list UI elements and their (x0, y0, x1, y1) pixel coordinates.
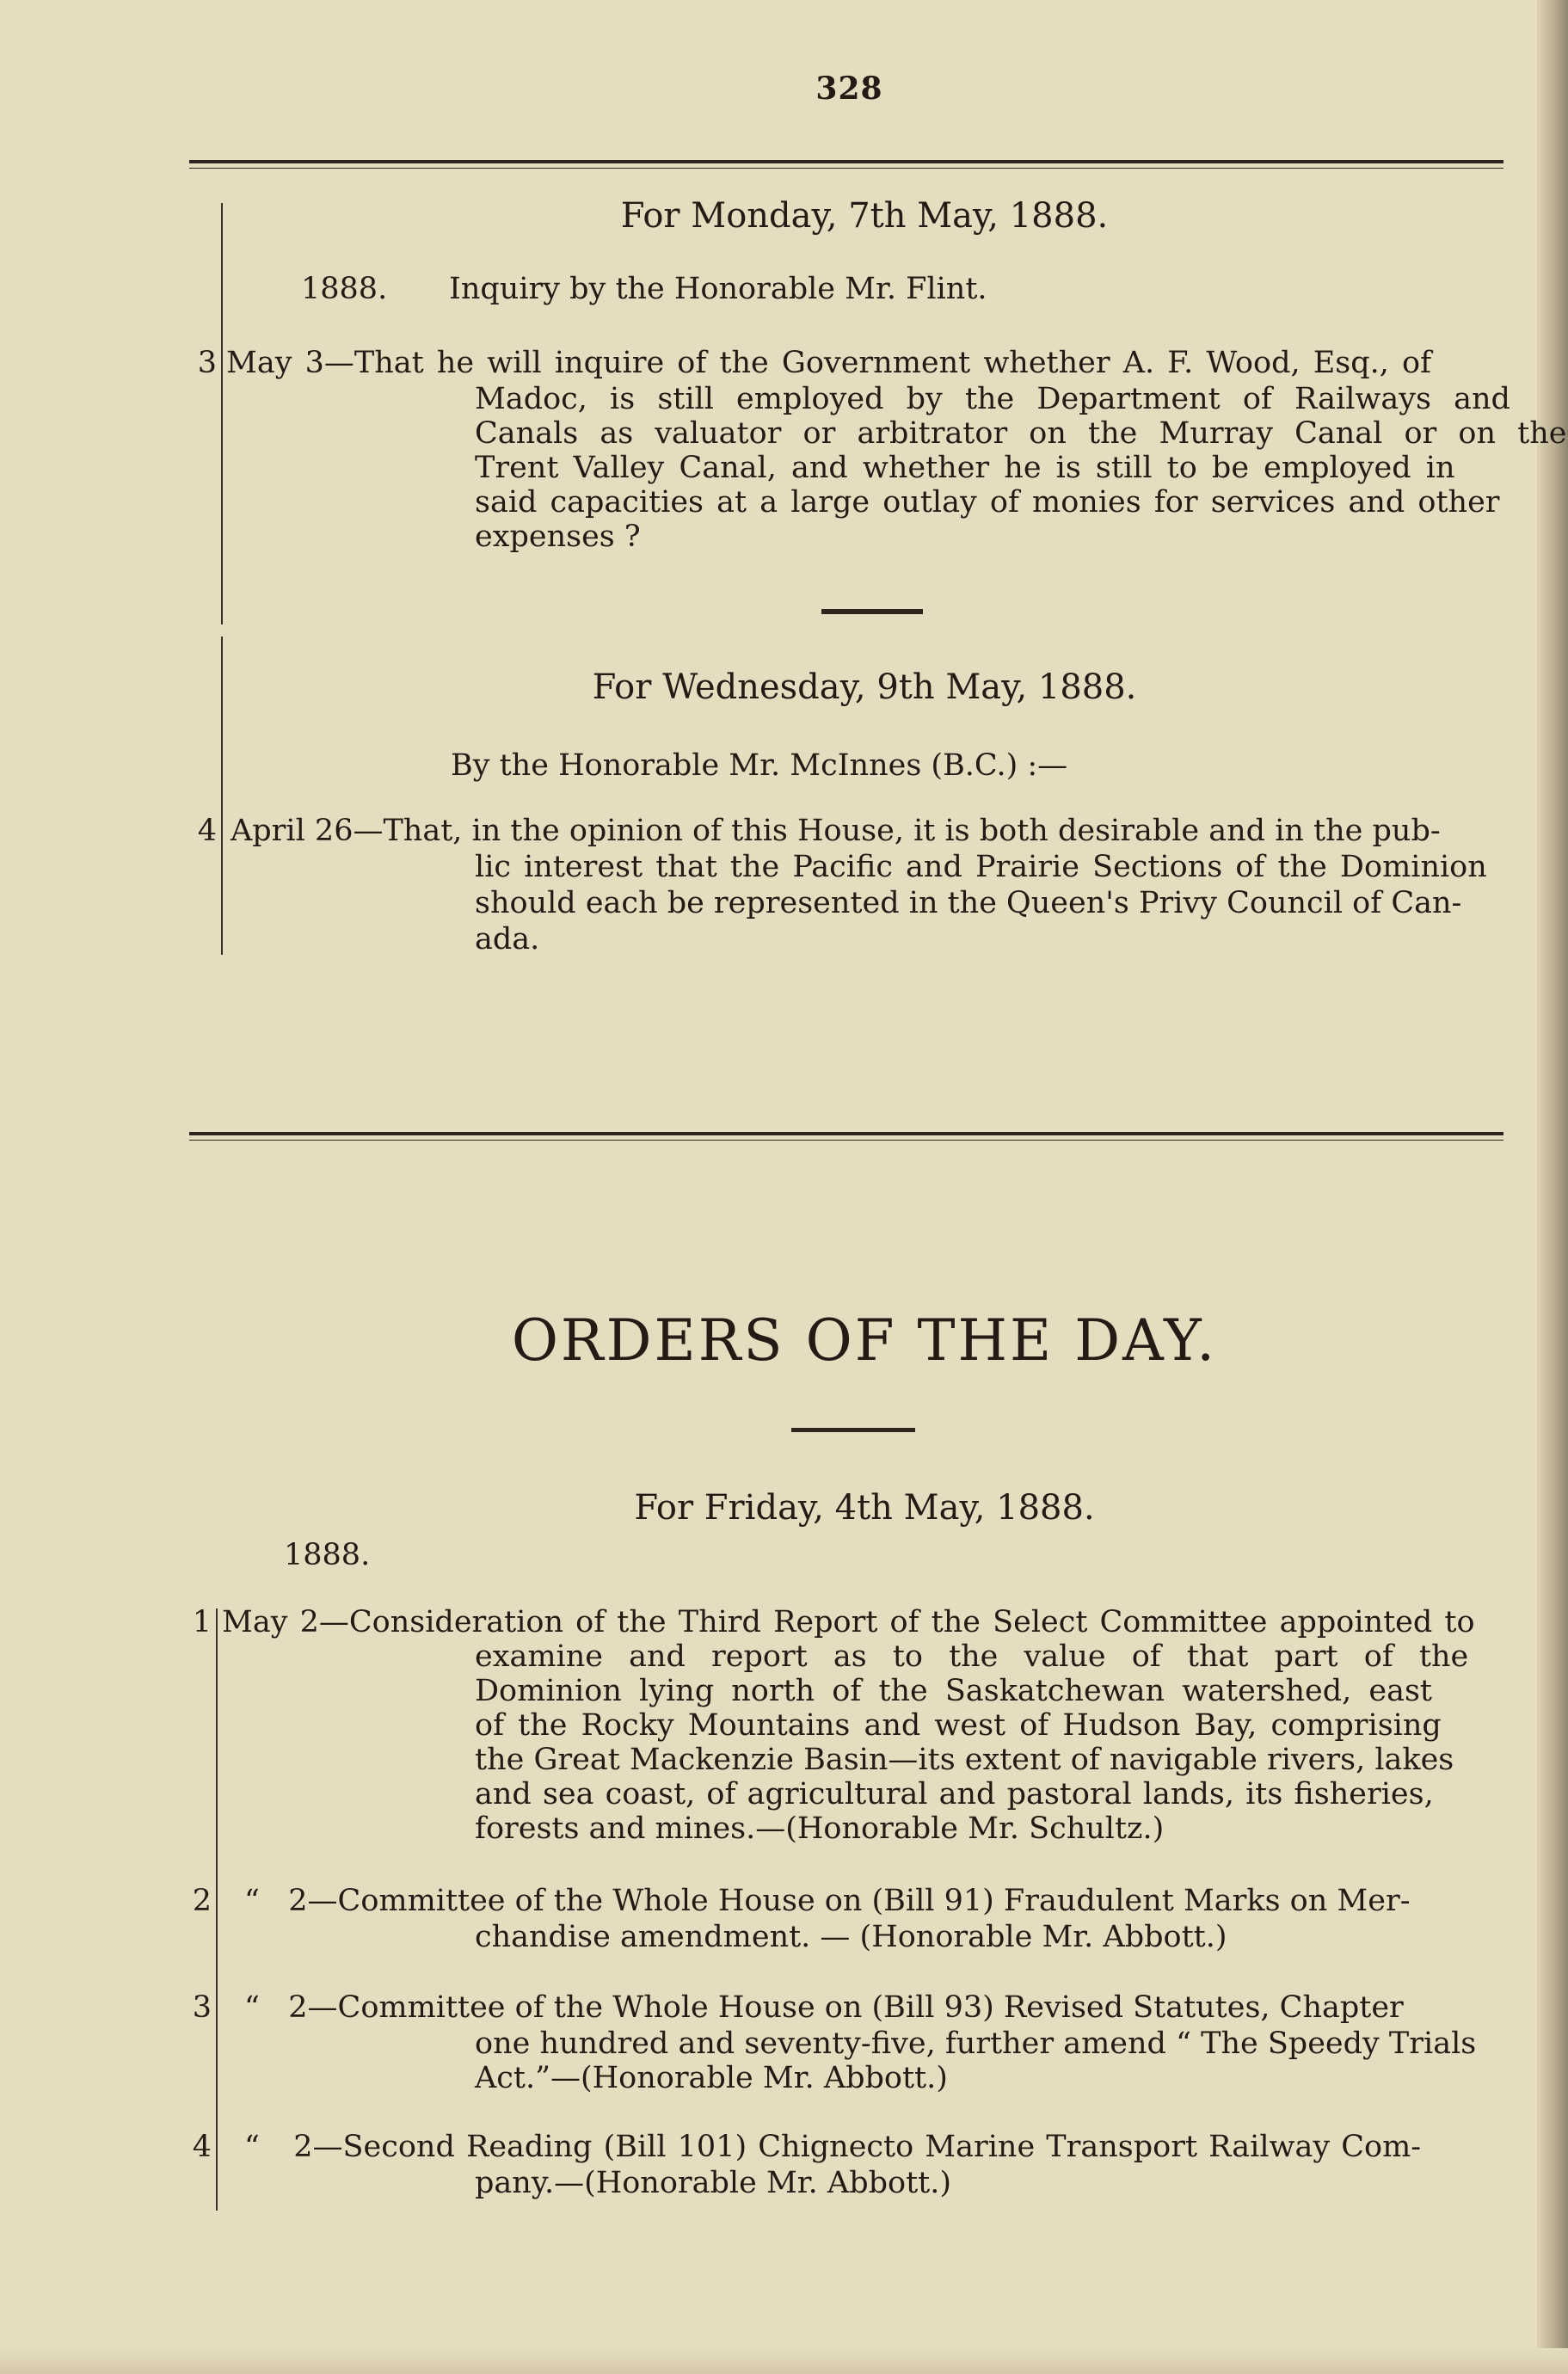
order-line: of the Rocky Mountains and west of Hudson Bay, comprising (475, 1708, 1442, 1743)
notice-line: Canals as valuator or arbitrator on the Murray Canal or on the (475, 416, 1567, 451)
order-line: the Great Mackenzie Basin—its extent of navigable rivers, lakes (475, 1743, 1454, 1777)
orders-heading-friday: For Friday, 4th May, 1888. (634, 1488, 1095, 1528)
order-line: and sea coast, of agricultural and pastoral lands, its fisheries, (475, 1777, 1434, 1811)
order-number: 1 (192, 1605, 212, 1639)
notice-year: 1888. (301, 272, 388, 306)
inquiry-by-line: Inquiry by the Honorable Mr. Flint. (449, 272, 987, 306)
order-number: 3 (192, 1990, 212, 2025)
notice-number: 4 (197, 814, 217, 848)
notice-heading-monday: For Monday, 7th May, 1888. (620, 196, 1109, 236)
orders-of-the-day-title: ORDERS OF THE DAY. (511, 1307, 1218, 1374)
notice-line: ada. (475, 922, 540, 956)
notice-line: lic interest that the Pacific and Prairie Sections of the Dominion (475, 850, 1487, 884)
order-line: chandise amendment. — (Honorable Mr. Abbott.) (475, 1920, 1227, 1954)
notice-number: 3 (197, 346, 217, 380)
notice-line: said capacities at a large outlay of monies for services and other (475, 485, 1500, 520)
notice-first-line: April 26—That, in the opinion of this House, it is both desirable and in the pub- (231, 814, 1441, 848)
order-number: 2 (192, 1884, 212, 1918)
notice-first-line: May 3—That he will inquire of the Government whether A. F. Wood, Esq., of (226, 346, 1432, 380)
top-double-rule (189, 160, 1503, 169)
margin-rule (216, 1608, 218, 2211)
notice-line: Trent Valley Canal, and whether he is still to be employed in (475, 451, 1455, 485)
notice-line: Madoc, is still employed by the Department of Railways and (475, 382, 1510, 416)
order-first-line: “ 2—Committee of the Whole House on (Bill 93) Revised Statutes, Chapter (244, 1990, 1404, 2025)
order-number: 4 (192, 2130, 212, 2164)
page-bottom-shadow (0, 2348, 1568, 2374)
order-line: Act.”—(Honorable Mr. Abbott.) (475, 2061, 948, 2095)
notice-heading-wednesday: For Wednesday, 9th May, 1888. (592, 667, 1137, 707)
page-edge-shadow (1537, 0, 1568, 2374)
order-line: one hundred and seventy-five, further amend “ The Speedy Trials (475, 2027, 1477, 2061)
order-line: forests and mines.—(Honorable Mr. Schultz.) (475, 1811, 1165, 1846)
order-first-line: “ 2—Committee of the Whole House on (Bill 91) Fraudulent Marks on Mer- (244, 1884, 1411, 1918)
order-line: pany.—(Honorable Mr. Abbott.) (475, 2166, 952, 2200)
orders-year: 1888. (284, 1538, 371, 1572)
middle-double-rule (189, 1132, 1503, 1141)
notice-by-line: By the Honorable Mr. McInnes (B.C.) :— (451, 748, 1068, 783)
order-line: Dominion lying north of the Saskatchewan watershed, east (475, 1674, 1432, 1708)
order-line: examine and report as to the value of that part of the (475, 1639, 1469, 1674)
title-underline (791, 1428, 915, 1432)
order-first-line: “ 2—Second Reading (Bill 101) Chignecto Marine Transport Railway Com- (244, 2130, 1422, 2164)
notice-line: should each be represented in the Queen's Privy Council of Can- (475, 886, 1462, 920)
margin-rule (221, 203, 223, 624)
order-first-line: May 2—Consideration of the Third Report of the Select Committee appointed to (222, 1605, 1475, 1639)
page-number: 328 (815, 71, 883, 107)
section-divider (821, 609, 923, 614)
notice-line: expenses ? (475, 520, 641, 554)
